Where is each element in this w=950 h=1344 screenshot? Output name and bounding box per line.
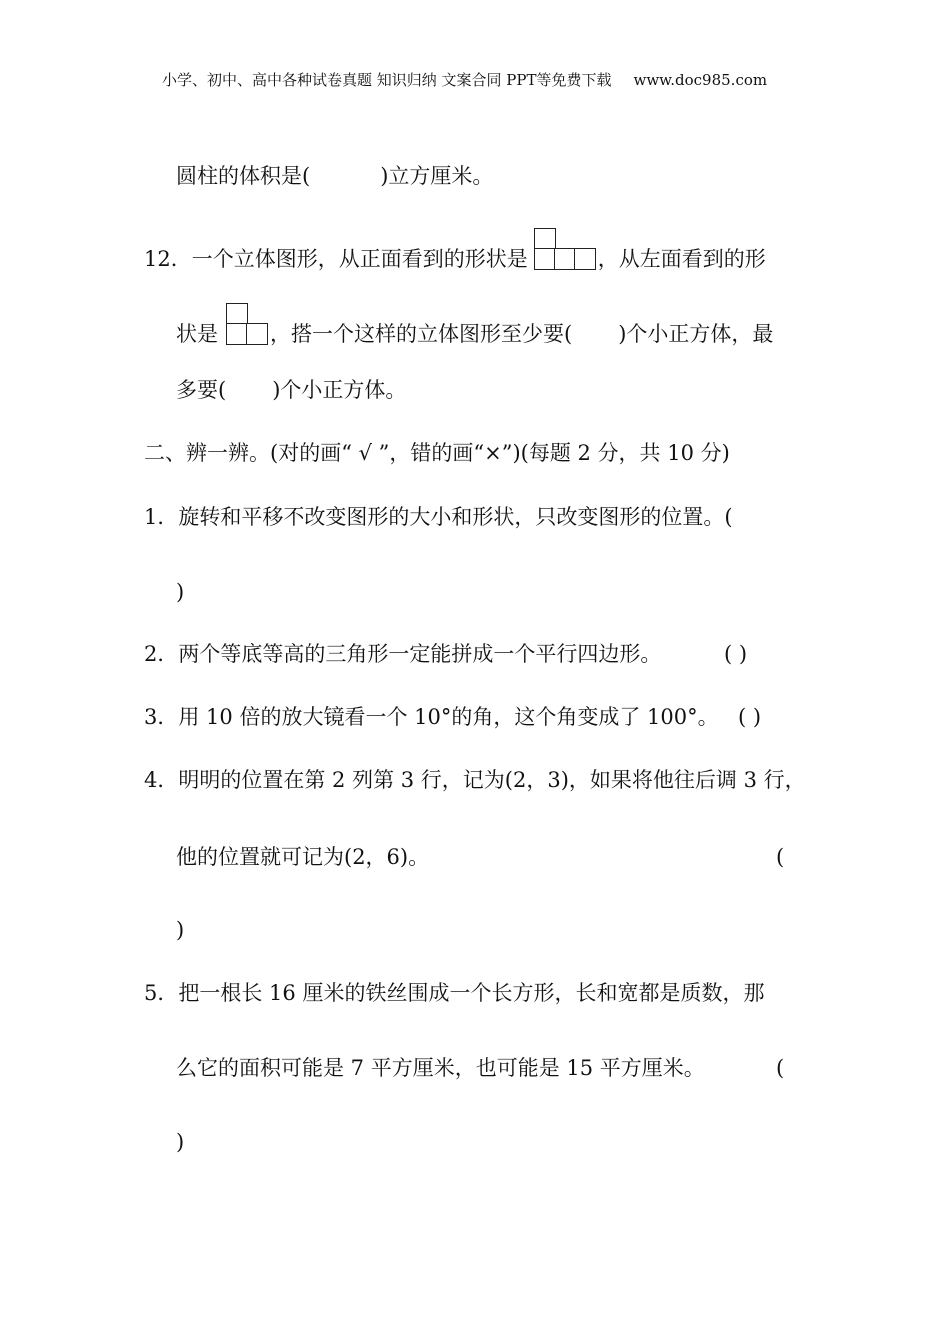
judge-item-4-line2: 他的位置就可记为(2，6)。 — [176, 845, 430, 869]
judge-item-1 — [144, 505, 733, 529]
answer-paren[interactable]: ( ) — [724, 642, 748, 666]
answer-paren-close[interactable]: ) — [176, 580, 185, 604]
q12-text-g: )个小正方体。 — [272, 378, 407, 402]
question-number: 5． — [144, 981, 179, 1005]
judge-item-4 — [144, 768, 806, 792]
judge-text: 两个等底等高的三角形一定能拼成一个平行四边形。 — [178, 642, 662, 666]
judge-item-2 — [144, 642, 661, 666]
judge-item-5-line2: 么它的面积可能是 7 平方厘米，也可能是 15 平方厘米。 — [176, 1056, 705, 1080]
q12-text-d: ，搭一个这样的立体图形至少要( — [270, 322, 573, 346]
q12-text-b: ，从左面看到的形 — [597, 247, 766, 271]
section-title: 二、辨一辨。(对的画“ √ ”，错的画“×”)(每题 2 分，共 10 分) — [144, 441, 730, 465]
question-number: 2． — [144, 642, 179, 666]
question-12-line1 — [144, 228, 766, 271]
judge-text: 把一根长 16 厘米的铁丝围成一个长方形，长和宽都是质数，那 — [178, 981, 765, 1005]
front-view-figure — [534, 228, 598, 270]
header-text: 小学、初中、高中各种试卷真题 知识归纳 文案合同 PPT等免费下载 — [162, 71, 612, 89]
question-number: 1． — [144, 505, 179, 529]
judge-text: 用 10 倍的放大镜看一个 10°的角，这个角变成了 100°。 — [178, 705, 719, 729]
answer-paren-close[interactable]: ) — [176, 918, 185, 942]
answer-paren-open[interactable]: ( — [776, 1056, 785, 1080]
q12-text-e: )个小正方体，最 — [618, 322, 774, 346]
question-11-tail — [176, 164, 493, 188]
question-number: 12． — [144, 247, 192, 271]
left-view-figure — [226, 303, 270, 345]
question-number: 3． — [144, 705, 179, 729]
question-number: 4． — [144, 768, 179, 792]
answer-paren[interactable]: ( ) — [738, 705, 762, 729]
q12-text-c: 状是 — [176, 322, 218, 346]
judge-text: 明明的位置在第 2 列第 3 行，记为(2，3)，如果将他往后调 3 行， — [178, 768, 806, 792]
judge-item-3 — [144, 705, 719, 729]
header-url: www.doc985.com — [633, 71, 768, 89]
answer-paren-close[interactable]: ) — [176, 1130, 185, 1154]
question-12-line3 — [176, 378, 406, 402]
page-header — [162, 68, 767, 92]
answer-paren-open[interactable]: ( — [776, 845, 785, 869]
question-12-line2 — [176, 303, 773, 346]
q11-text-b: )立方厘米。 — [380, 164, 494, 188]
q12-text-a: 一个立体图形，从正面看到的形状是 — [191, 247, 528, 271]
q11-text-a: 圆柱的体积是( — [176, 164, 311, 188]
judge-item-5 — [144, 981, 764, 1005]
judge-text: 旋转和平移不改变图形的大小和形状，只改变图形的位置。( — [178, 505, 733, 529]
q12-text-f: 多要( — [176, 378, 227, 402]
